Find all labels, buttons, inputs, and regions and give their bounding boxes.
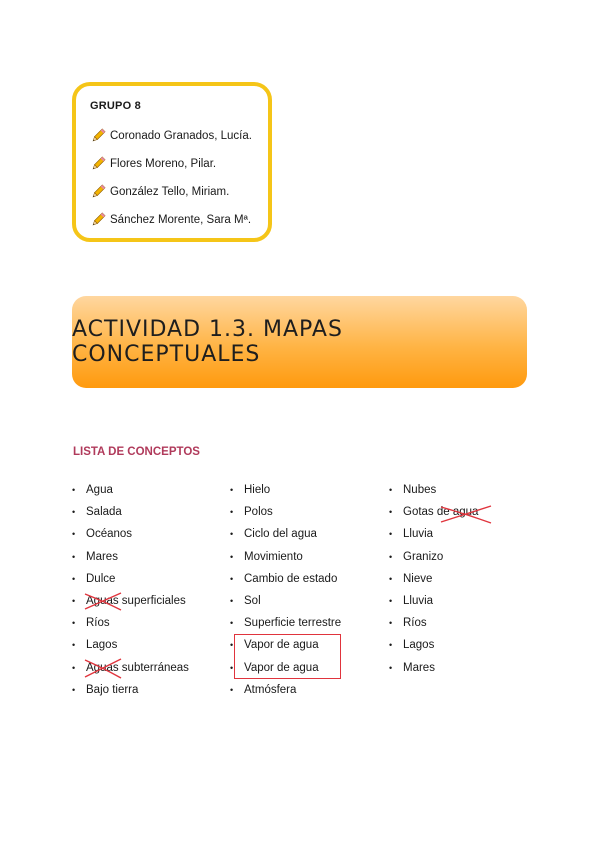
concept-label: Lluvia [403,595,434,608]
bullet: • [230,662,234,673]
concept-item [72,657,189,679]
concept-label: Hielo [244,484,271,497]
concept-label: Vapor de agua [244,639,319,652]
concept-label: Mares [403,661,435,674]
concept-label: Sol [244,595,261,608]
bullet: • [389,507,393,518]
bullet: • [72,662,76,673]
concept-item [230,546,341,568]
bullet: • [230,507,234,518]
bullet: • [389,485,393,496]
concept-item [72,679,189,701]
concept-item [72,523,189,545]
concept-label: Gotas de agua [403,506,479,519]
concept-label: Movimiento [244,550,303,563]
concept-label: Dulce [86,572,116,585]
concept-label: Agua [86,484,113,497]
concept-item [230,479,341,501]
concept-item [230,590,341,612]
concept-item [230,523,341,545]
bullet: • [389,596,393,607]
bullet: • [72,529,76,540]
bullet: • [72,507,76,518]
pencil-icon [90,184,106,200]
bullet: • [389,618,393,629]
bullet: • [72,618,76,629]
bullet: • [230,618,234,629]
pencil-icon [90,212,106,228]
bullet: • [230,551,234,562]
concept-label: Lluvia [403,528,434,541]
bullet: • [230,596,234,607]
concept-label: Ríos [403,617,427,630]
bullet: • [230,529,234,540]
bullet: • [72,551,76,562]
concept-label: Superficie terrestre [244,617,342,630]
concept-label: Vapor de agua [244,661,319,674]
concept-label: Bajo tierra [86,683,139,696]
concept-item [389,590,478,612]
bullet: • [72,596,76,607]
bullet: • [389,551,393,562]
concept-label: Aguas subterráneas [86,661,189,674]
concept-label: Océanos [86,528,133,541]
concept-item [389,501,478,523]
bullet: • [72,684,76,695]
concept-item [389,546,478,568]
group-member [90,150,258,178]
concept-label: Ríos [86,617,110,630]
concept-label: Granizo [403,550,444,563]
concept-item [389,568,478,590]
pencil-icon [90,156,106,172]
bullet: • [72,485,76,496]
bullet: • [230,640,234,651]
bullet: • [230,684,234,695]
concept-label: Cambio de estado [244,572,338,585]
concept-column-3 [389,479,478,679]
highlight-box [234,634,341,679]
group-box [72,82,272,242]
concept-item [72,634,189,656]
concept-item [72,590,189,612]
concept-label: Aguas superficiales [86,595,186,608]
concept-item [389,523,478,545]
concept-item [72,568,189,590]
concept-label: Salada [86,506,122,519]
concept-label: Nieve [403,572,433,585]
member-list [90,122,258,234]
activity-banner [72,296,527,388]
bullet: • [389,529,393,540]
concept-item [72,501,189,523]
concept-item [230,679,341,701]
concept-column-1 [72,479,189,701]
concept-item [389,612,478,634]
concept-item [389,479,478,501]
concept-list-title: LISTA DE CONCEPTOS [73,446,200,458]
group-member [90,122,258,150]
bullet: • [72,573,76,584]
concept-label: Lagos [403,639,435,652]
bullet: • [230,485,234,496]
concept-item [230,568,341,590]
concept-item [72,546,189,568]
concept-item [72,479,189,501]
group-member [90,178,258,206]
concept-label: Mares [86,550,118,563]
member-name: Sánchez Morente, Sara Mª. [110,214,252,226]
concept-label: Lagos [86,639,118,652]
concept-item [72,612,189,634]
concept-label: Ciclo del agua [244,528,317,541]
bullet: • [389,573,393,584]
concept-label: Polos [244,506,273,519]
concept-item [389,657,478,679]
concept-label: Nubes [403,484,437,497]
member-name: Coronado Granados, Lucía. [110,130,252,142]
concept-item [230,612,341,634]
member-name: González Tello, Miriam. [110,186,230,198]
concept-label: Atmósfera [244,683,297,696]
bullet: • [230,573,234,584]
group-member [90,206,258,234]
concept-item [230,501,341,523]
activity-title: ACTIVIDAD 1.3. MAPAS CONCEPTUALES [72,317,343,367]
bullet: • [389,640,393,651]
bullet: • [72,640,76,651]
group-title: GRUPO 8 [90,100,141,112]
concept-item [389,634,478,656]
member-name: Flores Moreno, Pilar. [110,158,217,170]
bullet: • [389,662,393,673]
pencil-icon [90,128,106,144]
